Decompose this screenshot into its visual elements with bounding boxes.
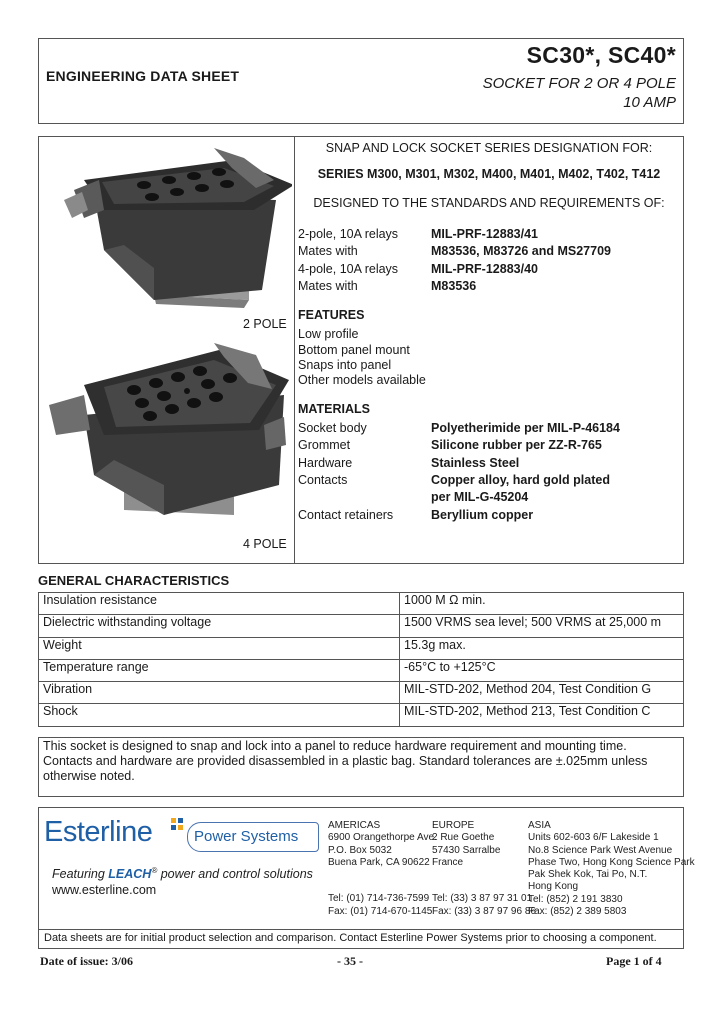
standard-label: Mates with xyxy=(298,244,358,258)
address-asia xyxy=(528,820,695,918)
page-title: SC30*, SC40* xyxy=(526,42,676,68)
doc-type-heading: ENGINEERING DATA SHEET xyxy=(46,68,240,84)
tagline-suffix: power and control solutions xyxy=(157,867,313,882)
address-line: Fax: (852) 2 389 5803 xyxy=(528,906,627,918)
material-value: Beryllium copper xyxy=(431,508,534,522)
footer-divider xyxy=(38,929,684,930)
page-number-center: - 35 - xyxy=(337,954,363,968)
standards-heading: DESIGNED TO THE STANDARDS AND REQUIREMENTS OF: xyxy=(313,196,665,210)
standard-value: MIL-PRF-12883/41 xyxy=(431,227,538,241)
table-row xyxy=(39,682,684,704)
material-value: Stainless Steel xyxy=(431,456,520,470)
designation-heading: SNAP AND LOCK SOCKET SERIES DESIGNATION FOR: xyxy=(325,141,653,155)
address-line: ASIA xyxy=(528,820,551,831)
four-pole-socket-image xyxy=(44,335,292,535)
four-pole-label: 4 POLE xyxy=(243,537,287,551)
address-line: 6900 Orangethorpe Ave. xyxy=(328,832,437,844)
address-americas xyxy=(328,820,437,918)
address-line: Phase Two, Hong Kong Science Park xyxy=(528,856,695,868)
char-value: MIL-STD-202, Method 213, Test Condition C xyxy=(400,704,684,726)
address-line: Hong Kong xyxy=(528,881,579,893)
char-value: -65°C to +125°C xyxy=(400,659,684,681)
address-line: Tel: (33) 3 87 97 31 01 xyxy=(432,893,533,905)
website-link[interactable]: www.esterline.com xyxy=(52,883,157,897)
char-name: Shock xyxy=(39,704,400,726)
address-line: Units 602-603 6/F Lakeside 1 xyxy=(528,832,659,844)
feature-item: Snaps into panel xyxy=(298,358,392,372)
feature-item: Bottom panel mount xyxy=(298,343,410,357)
material-value: Polyetherimide per MIL-P-46184 xyxy=(431,421,620,435)
char-value: 1000 M Ω min. xyxy=(400,593,684,615)
address-line: P.O. Box 5032 xyxy=(328,844,392,856)
char-value: 1500 VRMS sea level; 500 VRMS at 25,000 m xyxy=(400,615,684,637)
table-row xyxy=(39,593,684,615)
material-label: Hardware xyxy=(298,456,353,470)
features-heading: FEATURES xyxy=(298,308,365,322)
series-list: SERIES M300, M301, M302, M400, M401, M402, T402, T412 xyxy=(317,167,661,181)
panel-divider xyxy=(294,136,295,564)
address-europe xyxy=(432,820,536,918)
address-line: Buena Park, CA 90622 xyxy=(328,856,430,868)
material-label: Contacts xyxy=(298,473,348,487)
standard-label: Mates with xyxy=(298,279,358,293)
tagline-prefix: Featuring xyxy=(52,867,109,882)
char-name: Temperature range xyxy=(39,659,400,681)
standard-value: MIL-PRF-12883/40 xyxy=(431,262,538,276)
tagline xyxy=(52,866,313,881)
address-line: Fax: (33) 3 87 97 96 86 xyxy=(432,905,536,917)
table-row xyxy=(39,704,684,726)
standard-value: M83536, M83726 and MS27709 xyxy=(431,244,611,258)
standard-label: 2-pole, 10A relays xyxy=(298,227,399,241)
char-value: MIL-STD-202, Method 204, Test Condition G xyxy=(400,682,684,704)
address-line: Pak Shek Kok, Tai Po, N.T. xyxy=(528,869,648,881)
feature-item: Low profile xyxy=(298,327,359,341)
esterline-logo-text: Esterline xyxy=(44,816,153,848)
general-characteristics-heading: GENERAL CHARACTERISTICS xyxy=(38,573,230,588)
page-counter: Page 1 of 4 xyxy=(606,954,662,968)
address-line xyxy=(328,869,437,881)
char-name: Weight xyxy=(39,637,400,659)
address-line: Tel: (852) 2 191 3830 xyxy=(528,893,623,905)
address-line: 57430 Sarralbe xyxy=(432,844,501,856)
address-line: Tel: (01) 714-736-7599 xyxy=(328,893,430,905)
material-value: Copper alloy, hard gold plated xyxy=(431,473,610,487)
material-value: per MIL-G-45204 xyxy=(431,490,529,504)
material-value: Silicone rubber per ZZ-R-765 xyxy=(431,438,602,452)
leach-brand: LEACH xyxy=(108,867,152,882)
char-name: Insulation resistance xyxy=(39,593,400,615)
disclaimer: Data sheets are for initial product selection and comparison. Contact Esterline Power Systems prior to choosing a component. xyxy=(44,932,657,944)
subtitle-line-1: SOCKET FOR 2 OR 4 POLE xyxy=(482,75,676,92)
char-name: Vibration xyxy=(39,682,400,704)
address-line: EUROPE xyxy=(432,820,475,831)
registered-mark: ® xyxy=(151,866,158,875)
characteristics-table xyxy=(38,592,684,727)
char-value: 15.3g max. xyxy=(400,637,684,659)
table-row xyxy=(39,637,684,659)
address-line: Fax: (01) 714-670-1145 xyxy=(328,905,433,917)
char-name: Dielectric withstanding voltage xyxy=(39,615,400,637)
feature-item: Other models available xyxy=(298,373,426,387)
address-line xyxy=(432,869,536,881)
issue-date: Date of issue: 3/06 xyxy=(40,954,133,968)
table-row xyxy=(39,615,684,637)
address-line: France xyxy=(432,856,464,868)
logo-star-icon xyxy=(171,818,183,830)
two-pole-socket-image xyxy=(44,140,292,320)
address-line: AMERICAS xyxy=(328,820,381,831)
address-line: No.8 Science Park West Avenue xyxy=(528,844,673,856)
material-label: Socket body xyxy=(298,421,367,435)
material-label: Grommet xyxy=(298,438,351,452)
subtitle-line-2: 10 AMP xyxy=(623,94,676,111)
material-label: Contact retainers xyxy=(298,508,394,522)
standard-label: 4-pole, 10A relays xyxy=(298,262,399,276)
standard-value: M83536 xyxy=(431,279,477,293)
materials-heading: MATERIALS xyxy=(298,402,370,416)
two-pole-label: 2 POLE xyxy=(243,317,287,331)
address-line: 2 Rue Goethe xyxy=(432,832,495,844)
general-note: This socket is designed to snap and lock into a panel to reduce hardware requirement and mounting time. Contacts and hardware are provided disassembled in a plastic bag. Standard tolerances are ±.025mm unless otherwise noted. xyxy=(38,737,684,797)
table-row xyxy=(39,659,684,681)
brand-name: Power Systems xyxy=(194,828,299,845)
